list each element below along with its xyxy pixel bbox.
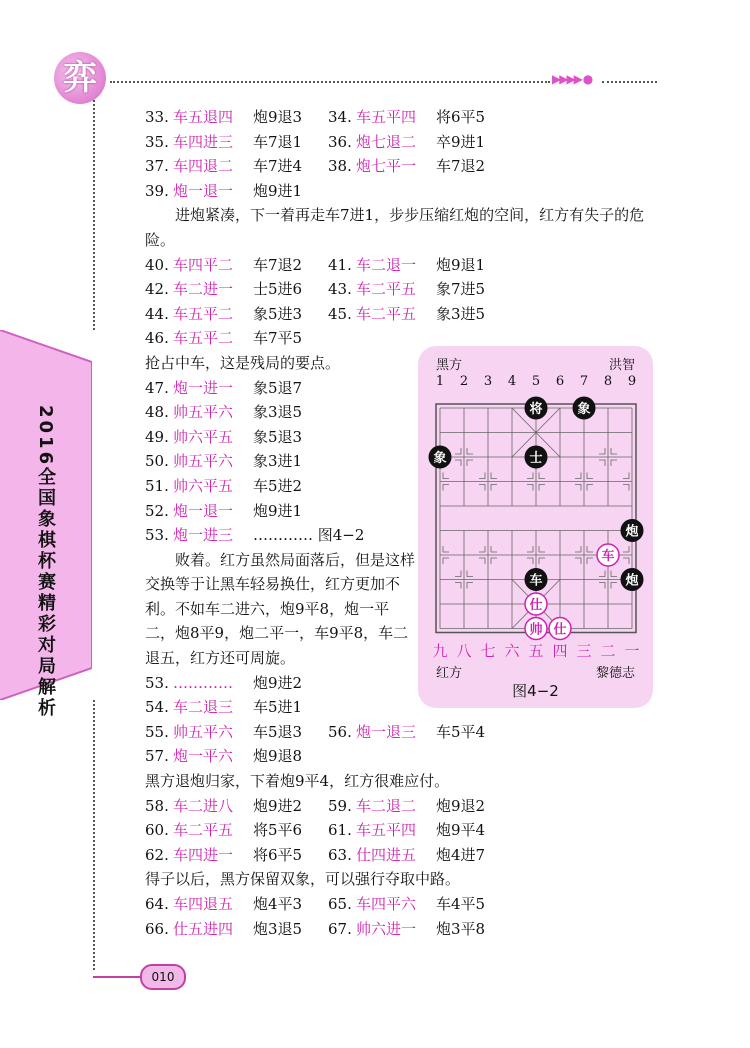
move-row	[145, 277, 670, 302]
move-number: 45.	[328, 304, 352, 323]
black-move: 象5退3	[253, 427, 303, 446]
move-number: 41.	[328, 255, 352, 274]
black-piece-将	[525, 397, 547, 419]
file-label: 七	[480, 642, 496, 660]
page-number: 010	[140, 964, 186, 990]
black-move: 车7平5	[253, 329, 303, 348]
red-move: 车五平四	[356, 821, 417, 840]
move-row	[145, 744, 670, 769]
piece-label: 象	[433, 451, 447, 466]
black-move: 炮9进1	[253, 501, 303, 520]
move-row	[145, 794, 670, 819]
black-move: 炮9进2	[253, 673, 303, 692]
red-move: 帅五平六	[173, 403, 234, 422]
red-move: 车四平六	[356, 895, 417, 913]
red-move: 帅六进一	[356, 919, 417, 938]
book-title: 2016全国象棋杯赛精彩对局解析	[35, 405, 56, 720]
red-move: 帅五平六	[173, 722, 234, 741]
chapter-logo	[54, 52, 106, 104]
black-player: 洪智	[608, 358, 635, 373]
move-number: 33.	[145, 108, 169, 126]
move-number: 48.	[145, 403, 169, 422]
comment-3: 败着。红方虽然局面落后，但是这样交换等于让黑车轻易换仕，红方更加不利。不如车二进六，炮9平8，炮一平二，炮8平9，炮二平一，车9平8，车二退五，红方还可周旋。	[145, 550, 416, 668]
file-label: 3	[483, 374, 493, 389]
red-move: 车五平二	[173, 329, 234, 348]
move-row	[145, 892, 670, 917]
black-move: 炮9进1	[253, 181, 303, 200]
black-piece-炮	[621, 569, 643, 591]
piece-label: 将	[529, 402, 543, 417]
red-side-label: 红方	[436, 666, 463, 681]
black-move: 象3退5	[253, 403, 303, 422]
piece-label: 仕	[529, 598, 543, 613]
red-move: 车二退二	[356, 796, 417, 815]
red-piece-车	[597, 544, 619, 566]
black-move: 象3进1	[253, 452, 303, 471]
black-move: 车7退2	[253, 255, 303, 274]
red-move: 车四进一	[173, 845, 234, 864]
piece-label: 士	[529, 451, 543, 466]
red-move: 炮七退二	[356, 132, 417, 151]
move-number: 62.	[145, 845, 169, 864]
footer-line	[93, 976, 141, 978]
red-move: 车二平五	[356, 304, 417, 323]
black-move: 车5退3	[253, 722, 303, 741]
file-label: 八	[456, 642, 472, 660]
black-move: 象7进5	[436, 280, 486, 299]
red-move: 炮一退一	[173, 181, 234, 200]
piece-label: 车	[529, 573, 543, 589]
piece-label: 炮	[625, 573, 639, 589]
red-move: 炮一进三	[173, 526, 234, 545]
file-label: 六	[504, 642, 520, 660]
black-piece-车	[525, 569, 547, 591]
move-number: 52.	[145, 501, 169, 520]
comment-5: 得子以后，黑方保留双象，可以强行夺取中路。	[145, 870, 461, 889]
move-number: 64.	[145, 895, 169, 913]
black-move: 炮9退8	[253, 747, 303, 766]
move-row	[145, 843, 670, 868]
move-number: 55.	[145, 722, 169, 741]
move-row	[145, 302, 670, 327]
left-dotted-line-lower	[93, 700, 95, 970]
moves-block-b	[145, 253, 670, 351]
move-number: 50.	[145, 452, 169, 471]
file-label: 2	[459, 374, 469, 389]
move-number: 60.	[145, 821, 169, 840]
red-move: 车五退四	[173, 108, 234, 126]
red-move: 仕五进四	[173, 919, 234, 938]
figure-caption: 图4−2	[512, 682, 559, 700]
black-move: 车7进4	[253, 157, 303, 176]
board-diagram	[418, 346, 653, 708]
black-move: 车5进2	[253, 476, 303, 495]
red-move: 炮一退三	[356, 722, 417, 741]
black-move: 象5进3	[253, 304, 303, 323]
move-row	[145, 917, 670, 942]
black-side-label: 黑方	[436, 358, 463, 373]
black-move: 炮9退1	[436, 255, 486, 274]
move-number: 59.	[328, 796, 352, 815]
red-move: 车二退三	[173, 698, 234, 717]
move-number: 63.	[328, 845, 352, 864]
red-move: 车四退二	[173, 157, 234, 176]
red-piece-仕	[525, 593, 547, 615]
move-number: 47.	[145, 378, 169, 397]
red-move: 车二进八	[173, 796, 234, 815]
red-move: 车五平二	[173, 304, 234, 323]
moves-block-a	[145, 105, 670, 203]
black-piece-士	[525, 446, 547, 468]
move-number: 42.	[145, 280, 169, 299]
xiangqi-board	[418, 388, 653, 678]
file-label: 一	[624, 642, 640, 660]
black-move: 炮4平3	[253, 895, 303, 913]
file-label: 8	[603, 374, 613, 389]
moves-block-e	[145, 794, 670, 868]
move-number: 53.	[145, 673, 169, 692]
move-row	[145, 130, 670, 155]
move-row	[145, 720, 670, 745]
piece-label: 象	[577, 402, 591, 417]
red-move: 帅六平五	[173, 476, 234, 495]
red-move: 车二退一	[356, 255, 417, 274]
move-number: 37.	[145, 157, 169, 176]
move-row	[145, 818, 670, 843]
black-move: 炮9退3	[253, 108, 303, 126]
black-move: 车4平5	[436, 895, 486, 913]
move-number: 56.	[328, 722, 352, 741]
comment-2: 抢占中车，这是残局的要点。	[145, 353, 341, 372]
black-move: 车5平4	[436, 722, 486, 741]
move-number: 61.	[328, 821, 352, 840]
black-move: 炮9退2	[436, 796, 486, 815]
red-move: …………	[173, 673, 233, 692]
header-dotted-line	[110, 81, 550, 83]
black-move: 炮9平4	[436, 821, 486, 840]
black-piece-象	[429, 446, 451, 468]
red-move: 炮一平六	[173, 747, 234, 766]
black-move: 卒9进1	[436, 132, 486, 151]
red-move: 车二平五	[356, 280, 417, 299]
file-label: 5	[531, 374, 541, 389]
moves-block-f	[145, 892, 670, 941]
file-label: 9	[627, 374, 637, 389]
black-move: 将6平5	[436, 108, 486, 126]
black-move: 车7退2	[436, 157, 486, 176]
move-number: 65.	[328, 895, 352, 913]
red-move: 车二进一	[173, 280, 234, 299]
red-move: 炮七平一	[356, 157, 417, 176]
move-number: 38.	[328, 157, 352, 176]
move-row	[145, 154, 670, 179]
black-move: ………… 图4−2	[253, 526, 365, 545]
red-move: 仕四进五	[356, 845, 417, 864]
black-move: 车5进1	[253, 698, 303, 717]
file-label: 三	[576, 642, 592, 660]
black-move: 炮3平8	[436, 919, 486, 938]
comment-1: 进炮紧凑，下一着再走车7进1，步步压缩红炮的空间，红方有失子的危险。	[145, 206, 645, 249]
black-move: 炮9进2	[253, 796, 303, 815]
black-piece-炮	[621, 520, 643, 542]
move-number: 53.	[145, 526, 169, 545]
red-move: 帅五平六	[173, 452, 234, 471]
piece-label: 仕	[553, 622, 567, 638]
move-number: 35.	[145, 132, 169, 151]
red-move: 帅六平五	[173, 427, 234, 446]
red-move: 车四退五	[173, 895, 234, 913]
red-move: 车四进三	[173, 132, 234, 151]
file-label: 4	[507, 374, 517, 389]
header-arrows-icon: ▶▶▶▶ ●	[552, 72, 592, 86]
red-move: 炮一退一	[173, 501, 234, 520]
file-label: 1	[435, 374, 445, 389]
move-row	[145, 179, 670, 204]
black-move: 炮4进7	[436, 845, 486, 864]
move-number: 43.	[328, 280, 352, 299]
move-number: 58.	[145, 796, 169, 815]
red-piece-仕	[549, 618, 571, 640]
file-label: 7	[579, 374, 589, 389]
move-number: 40.	[145, 255, 169, 274]
red-move: 车四平二	[173, 255, 234, 274]
black-move: 车7退1	[253, 132, 303, 151]
black-move: 将5平6	[253, 821, 303, 840]
comment-4: 黑方退炮归家，下着炮9平4，红方很难应付。	[145, 772, 450, 791]
piece-label: 帅	[529, 622, 543, 638]
black-move: 象5退7	[253, 378, 303, 397]
black-move: 炮3退5	[253, 919, 303, 938]
move-number: 66.	[145, 919, 169, 938]
file-label: 五	[528, 642, 544, 660]
left-dotted-line	[93, 100, 95, 330]
black-piece-象	[573, 397, 595, 419]
red-piece-帅	[525, 618, 547, 640]
file-label: 九	[432, 642, 448, 660]
piece-label: 车	[601, 549, 615, 564]
move-number: 39.	[145, 181, 169, 200]
move-number: 36.	[328, 132, 352, 151]
piece-label: 炮	[625, 524, 639, 540]
black-move: 将6平5	[253, 845, 303, 864]
move-number: 46.	[145, 329, 169, 348]
move-number: 57.	[145, 747, 169, 766]
move-number: 54.	[145, 698, 169, 717]
move-number: 44.	[145, 304, 169, 323]
move-number: 34.	[328, 108, 352, 126]
file-label: 二	[600, 642, 616, 660]
red-move: 车五平四	[356, 108, 417, 126]
file-label: 6	[555, 374, 565, 389]
red-player: 黎德志	[595, 666, 635, 681]
black-move: 象3进5	[436, 304, 486, 323]
move-row	[145, 253, 670, 278]
move-row	[145, 105, 670, 130]
move-number: 51.	[145, 476, 169, 495]
header-dotted-line-end	[602, 81, 657, 83]
move-number: 49.	[145, 427, 169, 446]
logo-glyph: 弈	[63, 58, 97, 98]
red-move: 炮一进一	[173, 378, 234, 397]
red-move: 车二平五	[173, 821, 234, 840]
move-number: 67.	[328, 919, 352, 938]
black-move: 士5进6	[253, 280, 303, 299]
file-label: 四	[552, 642, 568, 660]
